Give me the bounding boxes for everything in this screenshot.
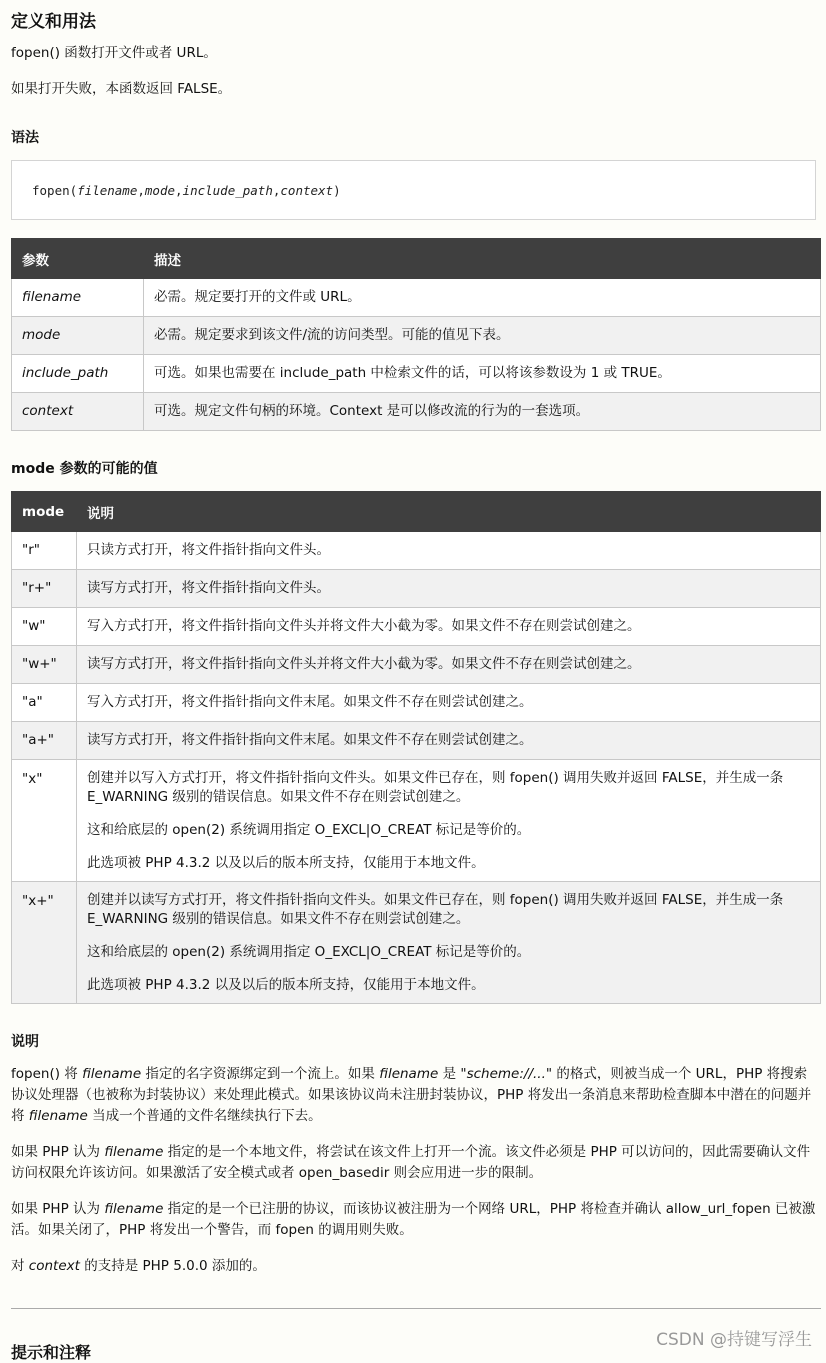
text-run: 的支持是 PHP 5.0.0 添加的。: [79, 1258, 266, 1274]
watermark: CSDN @持键写浮生: [656, 1330, 812, 1350]
definition-text-2: 如果打开失败，本函数返回 FALSE。: [11, 81, 232, 97]
mode-desc-para: 这和给底层的 open(2) 系统调用指定 O_EXCL|O_CREAT 标记是等价的。: [87, 822, 531, 838]
mode-value: "a+": [12, 722, 77, 760]
mode-desc: [77, 882, 821, 1004]
param-desc: 可选。如果也需要在 include_path 中检索文件的话，可以将该参数设为 1 或 TRUE。: [144, 355, 821, 393]
text-run: 对: [11, 1258, 29, 1274]
mode-desc: 只读方式打开，将文件指针指向文件头。: [77, 532, 821, 570]
mode-desc-para: 此选项被 PHP 4.3.2 以及以后的版本所支持，仅能用于本地文件。: [87, 855, 485, 871]
table-row: [12, 317, 821, 355]
mode-desc-para: 创建并以读写方式打开，将文件指针指向文件头。如果文件已存在，则 fopen() 调用失败并返回 FALSE，并生成一条 E_WARNING 级别的错误信息。如果文件不存在则尝试创建之。: [87, 892, 784, 927]
mode-value: "x+": [12, 882, 77, 1004]
param-name: filename: [12, 279, 144, 317]
notes-para-2: [11, 1142, 819, 1184]
table-row: [12, 279, 821, 317]
definition-text-1: fopen() 函数打开文件或者 URL。: [11, 45, 217, 61]
text-run: 指定的是一个已注册的协议，而该协议被注册为一个网络 URL，PHP 将检查并确认 allow_url_fopen 已被激活。如果关闭了，PHP 将发出一个警告，而 fopen 的调用则失败。: [11, 1201, 816, 1238]
text-run: 当成一个普通的文件名继续执行下去。: [87, 1108, 322, 1124]
code-arg-filename: filename: [77, 183, 138, 198]
mode-desc: [77, 760, 821, 882]
section-title-tips: 提示和注释: [11, 1343, 92, 1362]
text-run: fopen() 将: [11, 1066, 83, 1082]
param-name: mode: [12, 317, 144, 355]
parameters-table: [11, 238, 821, 431]
section-title-syntax: 语法: [11, 130, 39, 146]
code-arg-context: context: [280, 183, 334, 198]
text-run: " 的格式，则被当成一个 URL，PHP 将搜索协议处理器（也被称为封装协议）来处理此模式。如果该协议尚未注册封装协议，PHP 将发出一条消息来帮助检查脚本中潜在的问题并将: [11, 1066, 812, 1124]
text-run: 指定的名字资源绑定到一个流上。如果: [141, 1066, 380, 1082]
param-desc: 必需。规定要求到该文件/流的访问类型。可能的值见下表。: [144, 317, 821, 355]
mode-desc: 读写方式打开，将文件指针指向文件头。: [77, 570, 821, 608]
italic-term: filename: [104, 1201, 164, 1217]
section-title-notes: 说明: [11, 1034, 39, 1050]
table-header-row: [12, 492, 821, 532]
header-desc: 描述: [144, 239, 821, 279]
notes-para-3: [11, 1199, 819, 1241]
italic-term: filename: [28, 1108, 88, 1124]
section-title-mode-values: mode 参数的可能的值: [11, 461, 158, 477]
mode-desc-para: 创建并以写入方式打开，将文件指针指向文件头。如果文件已存在，则 fopen() 调用失败并返回 FALSE，并生成一条 E_WARNING 级别的错误信息。如果文件不存在则尝试创建之。: [87, 770, 784, 805]
mode-value: "x": [12, 760, 77, 882]
text-run: 是 ": [438, 1066, 467, 1082]
table-row: [12, 355, 821, 393]
table-row: [12, 882, 821, 1004]
mode-desc: 读写方式打开，将文件指针指向文件末尾。如果文件不存在则尝试创建之。: [77, 722, 821, 760]
code-fn: fopen(: [32, 183, 78, 198]
mode-desc: 写入方式打开，将文件指针指向文件末尾。如果文件不存在则尝试创建之。: [77, 684, 821, 722]
param-desc: 可选。规定文件句柄的环境。Context 是可以修改流的行为的一套选项。: [144, 393, 821, 431]
mode-value: "w": [12, 608, 77, 646]
param-name: include_path: [12, 355, 144, 393]
table-row: [12, 722, 821, 760]
table-header-row: [12, 239, 821, 279]
italic-term: filename: [379, 1066, 439, 1082]
notes-para-1: [11, 1064, 819, 1127]
header-explanation: 说明: [77, 492, 821, 532]
mode-value: "r": [12, 532, 77, 570]
mode-value: "w+": [12, 646, 77, 684]
header-mode: mode: [12, 492, 77, 532]
table-row: [12, 532, 821, 570]
italic-term: filename: [82, 1066, 142, 1082]
param-name: context: [12, 393, 144, 431]
mode-desc-para: 此选项被 PHP 4.3.2 以及以后的版本所支持，仅能用于本地文件。: [87, 977, 485, 993]
divider: [11, 1308, 821, 1309]
table-row: [12, 646, 821, 684]
table-row: [12, 570, 821, 608]
code-arg-include-path: include_path: [182, 183, 273, 198]
table-row: [12, 760, 821, 882]
syntax-code-box: fopen(filename,mode,include_path,context): [11, 160, 816, 220]
code-arg-mode: mode: [144, 183, 176, 198]
param-desc: 必需。规定要打开的文件或 URL。: [144, 279, 821, 317]
mode-desc: 读写方式打开，将文件指针指向文件头并将文件大小截为零。如果文件不存在则尝试创建之。: [77, 646, 821, 684]
text-run: 指定的是一个本地文件，将尝试在该文件上打开一个流。该文件必须是 PHP 可以访问的，因此需要确认文件访问权限允许该访问。如果激活了安全模式或者 open_basedir 则会应用进一步的限制。: [11, 1144, 811, 1181]
mode-desc: 写入方式打开，将文件指针指向文件头并将文件大小截为零。如果文件不存在则尝试创建之。: [77, 608, 821, 646]
italic-term: context: [28, 1258, 80, 1274]
text-run: 如果 PHP 认为: [11, 1201, 105, 1217]
mode-value: "r+": [12, 570, 77, 608]
mode-values-table: [11, 491, 821, 1004]
italic-term: scheme://...: [466, 1066, 546, 1082]
mode-desc-para: 这和给底层的 open(2) 系统调用指定 O_EXCL|O_CREAT 标记是等价的。: [87, 944, 531, 960]
code-close: ): [333, 183, 341, 198]
mode-value: "a": [12, 684, 77, 722]
table-row: [12, 684, 821, 722]
header-param: 参数: [12, 239, 144, 279]
section-title-definition: 定义和用法: [11, 12, 96, 32]
text-run: 如果 PHP 认为: [11, 1144, 105, 1160]
notes-para-4: [11, 1256, 819, 1277]
italic-term: filename: [104, 1144, 164, 1160]
table-row: [12, 393, 821, 431]
table-row: [12, 608, 821, 646]
